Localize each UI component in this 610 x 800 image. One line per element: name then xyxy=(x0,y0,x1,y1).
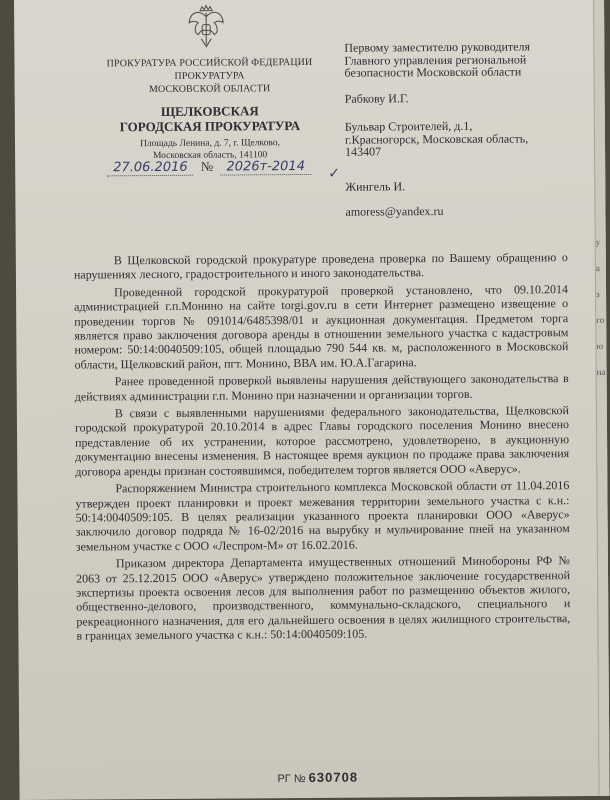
recipient-address: Бульвар Строителей, д.1, xyxy=(344,118,473,134)
sender-header xyxy=(74,56,345,163)
checkmark-icon: ✓ xyxy=(328,166,341,182)
number-sign: № xyxy=(200,158,214,174)
sender-address: Площадь Ленина, д. 7, г. Щелково, xyxy=(140,138,280,150)
handwritten-date: 27.06.2016 xyxy=(107,160,194,177)
sender-address: Московская область, 141100 xyxy=(152,150,268,162)
form-serial xyxy=(277,770,358,786)
recipient-block xyxy=(344,40,605,231)
recipient-title: Первому заместителю руководителя xyxy=(344,39,531,55)
margin-fragment: у xyxy=(595,236,601,247)
header-line: ПРОКУРАТУРА РОССИЙСКОЙ ФЕДЕРАЦИИ xyxy=(106,56,313,70)
body-paragraph: Ранее проведенной проверкой выявлены нарушения действующего законодательства в действиях администрации г.п. Монино при назначении и организации торгов. xyxy=(74,371,569,404)
body-paragraph: Проведенной городской прокуратурой проверкой установлено, что 09.10.2014 администрацией г.п.Монино на сайте torgi.gov.ru в сети Интернет размещено извещение о проведении торгов № 091014/6485398/01 и аукционная документация. Предметом торга является право заключения договора аренды в отношении земельного участка с кадастровым номером: 50:14:0040509:105, общей площадью 790 544 кв. м, расположенного в Московской области, Щелковский район, пгт. Монино, ВВА им. Ю.А.Гагарина. xyxy=(74,281,569,372)
body-paragraph: Распоряжением Министра строительного комплекса Московской области от 11.04.2016 утвержден проект планировки и проект межевания территории земельного участка с к.н.: 50:14:0040509:105. В целях реализации указанного проекта планировки ООО «Аверус» заключило договор подряда № 16-02/2016 на вырубку и мульчирование пней на указанном земельном участке с ООО «Леспром-М» от 16.02.2016. xyxy=(75,478,570,554)
margin-fragment: на xyxy=(596,366,606,377)
recipient-title: Главного управления региональной xyxy=(344,51,527,68)
recipient-name: Рабкову И.Г. xyxy=(344,90,409,106)
body-paragraph: В Щелковской городской прокуратуре проведена проверка по Вашему обращению о нарушениях лесного, градостроительного и иного законодательства. xyxy=(73,250,568,282)
copy-recipient-name: Жингель И. xyxy=(345,178,406,194)
margin-fragment: го xyxy=(596,314,605,325)
body-paragraph: В связи с выявленными нарушениями федерального законодательства, Щелковской городской прокуратурой 20.10.2014 в адрес Главы городского поселения Монино внесено представление об их устранении, которое рассмотрено, удовлетворено, в аукционную документацию внесены изменения. В настоящее время аукцион по продаже права заключения договора аренды признан состоявшимся, победителем торгов является ООО «Аверус». xyxy=(74,403,570,479)
coat-of-arms-icon xyxy=(186,5,226,49)
header-line: МОСКОВСКОЙ ОБЛАСТИ xyxy=(148,83,271,96)
organization-name: ЩЕЛКОВСКАЯ xyxy=(160,103,259,119)
document-sheet xyxy=(14,0,610,800)
recipient-address: г.Красногорск, Московская область, xyxy=(344,130,529,147)
handwritten-number: 2026т-2014 xyxy=(220,159,311,176)
form-number: 630708 xyxy=(308,769,359,785)
letter-body xyxy=(74,250,571,646)
copy-recipient-email: amoress@yandex.ru xyxy=(345,204,444,219)
header-line: ПРОКУРАТУРА xyxy=(174,70,245,82)
recipient-address: 143407 xyxy=(345,144,382,159)
outgoing-reference xyxy=(107,158,311,175)
organization-name: ГОРОДСКАЯ ПРОКУРАТУРА xyxy=(119,118,301,135)
recipient-title: безопасности Московской области xyxy=(344,64,522,80)
margin-fragment: ю xyxy=(596,340,604,351)
body-paragraph: Приказом директора Департамента имущественных отношений Минобороны РФ № 2063 от 25.12.2015 ООО «Аверус» утверждено положительное заключение государственной экспертизы проекта освоения лесов для выполнения работ по размещению объектов жилого, общественно-делового, производственного, коммунально-складского, специального и рекреационного назначения, для его дальнейшего освоения в целях жилищного строительства, в границах земельного участка с к.н.: 50:14:0040509:105. xyxy=(75,553,571,643)
margin-fragment: з xyxy=(596,288,600,299)
form-series: РГ № xyxy=(277,772,306,786)
margin-fragment: а xyxy=(595,262,600,273)
